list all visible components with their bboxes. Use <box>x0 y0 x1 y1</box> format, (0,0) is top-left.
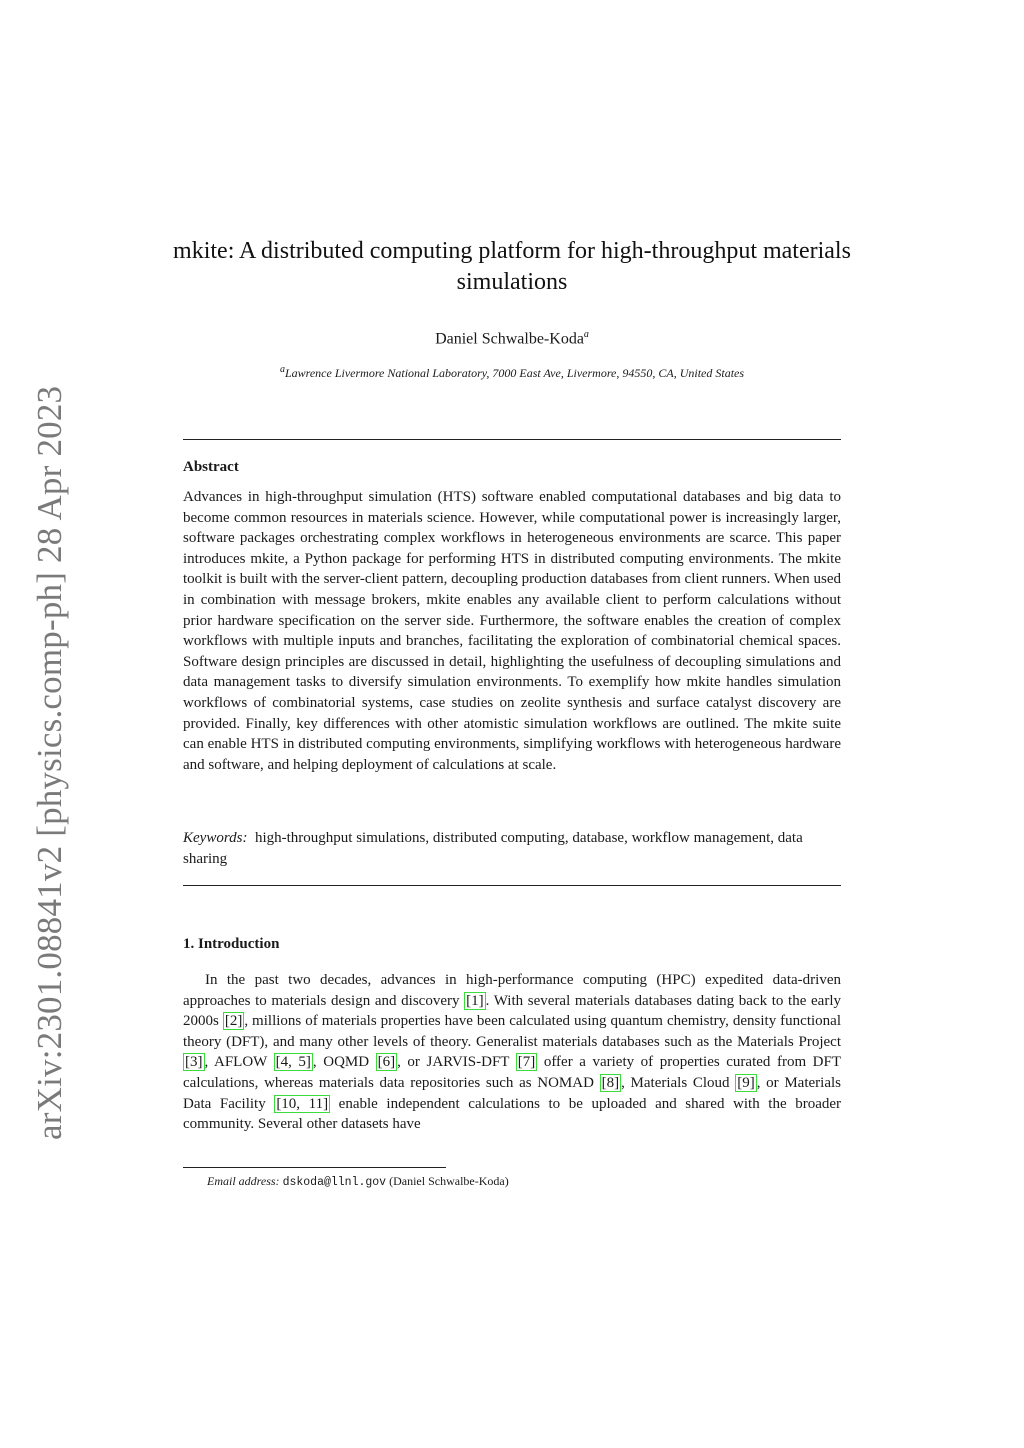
intro-text: offer a variety of properties curated from DFT calculations, whereas materials data repositories such as NOMAD <box>183 1054 842 1091</box>
intro-text: In the past two decades, advances in high-performance computing (HPC) expedited data-driven approaches to materials design and discovery <box>183 972 841 1009</box>
intro-text: , OQMD <box>312 1054 376 1071</box>
citation-link[interactable]: [2] <box>224 1013 243 1030</box>
citation-link[interactable]: [3] <box>185 1054 203 1071</box>
affiliation-text: Lawrence Livermore National Laboratory, 7000 East Ave, Livermore, 94550, CA, United States <box>284 366 745 380</box>
citation-link[interactable]: [7] <box>517 1054 536 1071</box>
abstract-heading: Abstract <box>183 459 239 475</box>
section-heading-introduction: 1. Introduction <box>183 936 280 952</box>
citation-link[interactable]: [9] <box>737 1074 755 1091</box>
citation-link[interactable]: [4, 5] <box>275 1054 311 1071</box>
introduction-paragraph <box>183 970 841 1135</box>
keywords-label: Keywords: <box>183 830 248 846</box>
intro-text: , millions of materials properties have been calculated using quantum chemistry, density functional theory (DFT), and many other levels of theory. Generalist materials databases such as the Materials Project <box>183 1013 841 1050</box>
intro-text: , or Materials Data Facility <box>183 1074 841 1112</box>
footnote-email <box>207 1173 509 1191</box>
footnote-label: Email address: <box>207 1174 280 1188</box>
citation-link[interactable]: [6] <box>377 1054 396 1071</box>
intro-text: , AFLOW <box>204 1054 274 1071</box>
citation-link[interactable]: [8] <box>601 1074 620 1091</box>
abstract-top-rule <box>183 439 841 440</box>
footnote-name: (Daniel Schwalbe-Koda) <box>389 1174 509 1188</box>
author-line <box>160 325 864 349</box>
footnote-rule <box>183 1167 446 1168</box>
abstract-bottom-rule <box>183 885 841 886</box>
affiliation-mark: a <box>279 364 285 375</box>
affiliation-line <box>160 362 864 381</box>
citation-link[interactable]: [1] <box>466 992 484 1009</box>
arxiv-side-stamp: arXiv:2301.08841v2 [physics.comp-ph] 28 Apr 2023 <box>30 385 69 1140</box>
abstract-body: Advances in high-throughput simulation (HTS) software enabled computational databases and big data to become common resources in materials science. However, while computational power is increasingly larger, software packages orchestrating complex workflows in heterogeneous environments are scarce. This paper introduces mkite, a Python package for performing HTS in distributed computing environments. The mkite toolkit is built with the server-client pattern, decoupling production databases from client runners. When used in combination with message brokers, mkite enables any available client to perform calculations without prior hardware specification on the server side. Furthermore, the software enables the creation of complex workflows with multiple inputs and branches, facilitating the exploration of combinatorial chemical spaces. Software design principles are discussed in detail, highlighting the usefulness of decoupling simulations and data management tasks to diversify simulation environments. To exemplify how mkite handles simulation workflows of combinatorial systems, case studies on zeolite synthesis and surface catalyst discovery are provided. Finally, key differences with other atomistic simulation workflows are outlined. The mkite suite can enable HTS in distributed computing environments, simplifying workflows with heterogeneous hardware and software, and helping deployment of calculations at scale. <box>183 489 841 773</box>
intro-text: . With several materials databases dating back to the early 2000s <box>183 992 841 1030</box>
paper-title: mkite: A distributed computing platform for high-throughput materials simulations <box>173 238 851 295</box>
keywords <box>183 828 803 870</box>
email-link[interactable]: dskoda@llnl.gov <box>282 1176 387 1189</box>
intro-text: , Materials Cloud <box>621 1074 736 1091</box>
intro-text: enable independent calculations to be uploaded and shared with the broader community. Several other datasets have <box>183 1095 842 1133</box>
intro-text: , or JARVIS-DFT <box>397 1054 516 1071</box>
author-name: Daniel Schwalbe-Koda <box>435 330 584 348</box>
author-affil-mark: a <box>583 329 589 340</box>
keywords-text: high-throughput simulations, distributed computing, database, workflow management, data sharing <box>183 830 803 867</box>
citation-link[interactable]: [10, 11] <box>276 1095 329 1112</box>
